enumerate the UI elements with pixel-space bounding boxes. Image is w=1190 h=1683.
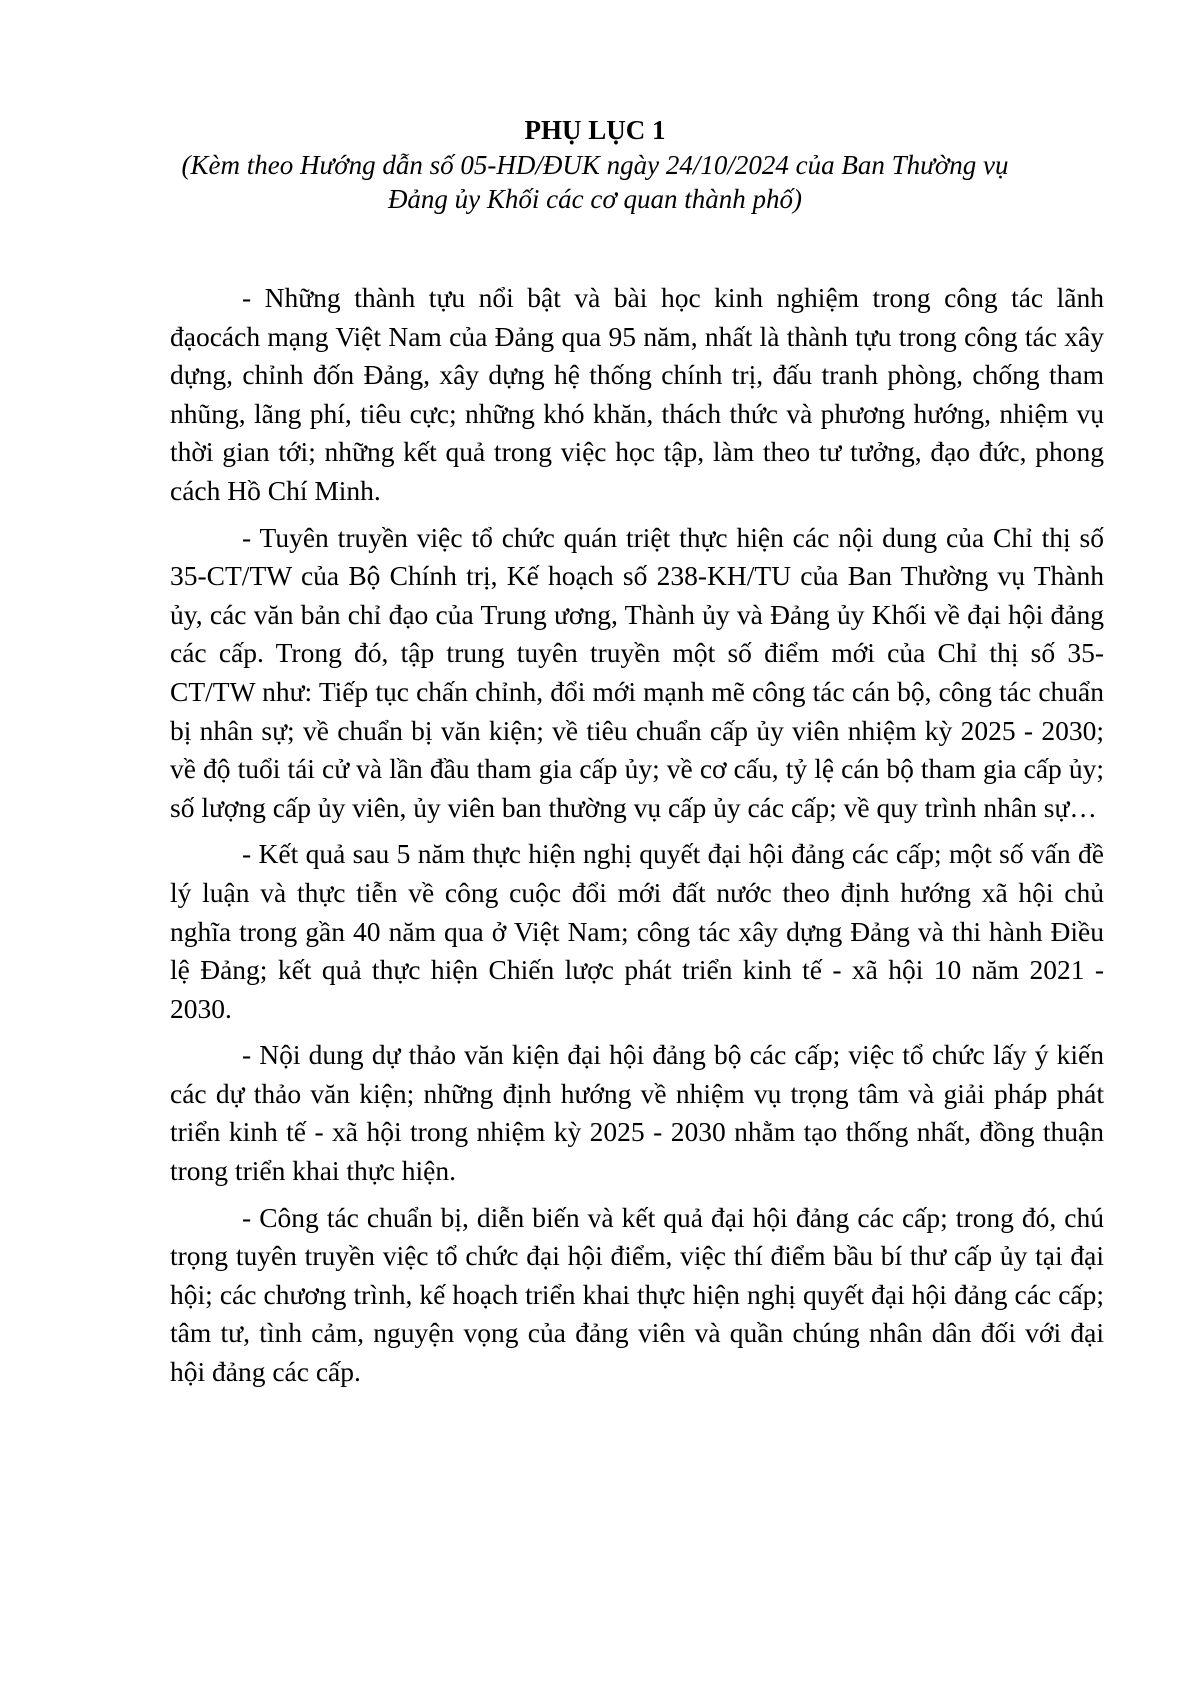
document-body <box>170 279 1104 1400</box>
document-header <box>150 112 1040 216</box>
paragraph-congress-preparation: - Công tác chuẩn bị, diễn biến và kết quả đại hội đảng các cấp; trong đó, chú trọng tuyên truyền việc tổ chức đại hội điểm, việc thí điểm bầu bí thư cấp ủy tại đại hội; các chương trình, kế hoạch triển khai thực hiện nghị quyết đại hội đảng các cấp; tâm tư, tình cảm, nguyện vọng của đảng viên và quần chúng nhân dân đối với đại hội đảng các cấp. <box>170 1201 1104 1388</box>
document-title: PHỤ LỤC 1 <box>524 115 666 145</box>
document-subtitle-line-1: (Kèm theo Hướng dẫn số 05-HD/ĐUK ngày 24/10/2024 của Ban Thường vụ <box>181 150 1009 180</box>
paragraph-achievements: - Những thành tựu nổi bật và bài học kinh nghiệm trong công tác lãnh đạocách mạng Việt Nam của Đảng qua 95 năm, nhất là thành tựu trong công tác xây dựng, chỉnh đốn Đảng, xây dựng hệ thống chính trị, đấu tranh phòng, chống tham nhũng, lãng phí, tiêu cực; những khó khăn, thách thức và phương hướng, nhiệm vụ thời gian tới; những kết quả trong việc học tập, làm theo tư tưởng, đạo đức, phong cách Hồ Chí Minh. <box>170 282 1104 506</box>
document-subtitle-line-2: Đảng ủy Khối các cơ quan thành phố) <box>387 184 803 214</box>
paragraph-draft-documents: - Nội dung dự thảo văn kiện đại hội đảng bộ các cấp; việc tổ chức lấy ý kiến các dự thảo văn kiện; những định hướng về nhiệm vụ trọng tâm và giải pháp phát triển kinh tế - xã hội trong nhiệm kỳ 2025 - 2030 nhằm tạo thống nhất, đồng thuận trong triển khai thực hiện. <box>170 1039 1104 1187</box>
paragraph-five-year-results: - Kết quả sau 5 năm thực hiện nghị quyết đại hội đảng các cấp; một số vấn đề lý luận và thực tiễn về công cuộc đổi mới đất nước theo định hướng xã hội chủ nghĩa trong gần 40 năm qua ở Việt Nam; công tác xây dựng Đảng và thi hành Điều lệ Đảng; kết quả thực hiện Chiến lược phát triển kinh tế - xã hội 10 năm 2021 - 2030. <box>170 838 1104 1024</box>
paragraph-directive-35: - Tuyên truyền việc tổ chức quán triệt thực hiện các nội dung của Chỉ thị số 35-CT/TW của Bộ Chính trị, Kế hoạch số 238-KH/TU của Ban Thường vụ Thành ủy, các văn bản chỉ đạo của Trung ương, Thành ủy và Đảng ủy Khối về đại hội đảng các cấp. Trong đó, tập trung tuyên truyền một số điểm mới của Chỉ thị số 35-CT/TW như: Tiếp tục chấn chỉnh, đổi mới mạnh mẽ công tác cán bộ, công tác chuẩn bị nhân sự; về chuẩn bị văn kiện; về tiêu chuẩn cấp ủy viên nhiệm kỳ 2025 - 2030; về độ tuổi tái cử và lần đầu tham gia cấp ủy; về cơ cấu, tỷ lệ cán bộ tham gia cấp ủy; số lượng cấp ủy viên, ủy viên ban thường vụ cấp ủy các cấp; về quy trình nhân sự… <box>170 521 1104 823</box>
